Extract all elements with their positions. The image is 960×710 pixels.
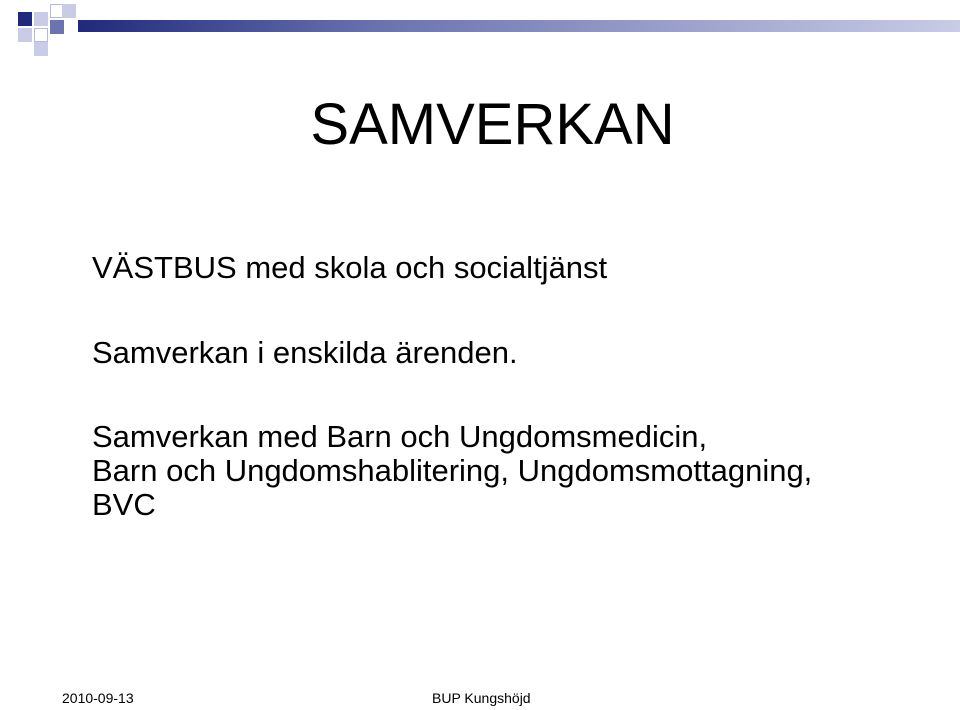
paragraph-line: Samverkan med Barn och Ungdomsmedicin, [92, 419, 708, 454]
footer-date: 2010-09-13 [62, 690, 134, 706]
decor-square [18, 12, 32, 26]
paragraph-line: Barn och Ungdomshablitering, Ungdomsmottagning, [92, 453, 813, 488]
decor-square [34, 42, 48, 56]
decor-square [62, 4, 76, 18]
paragraph-line: BVC [92, 487, 156, 522]
paragraph-samverkan [92, 420, 812, 522]
header-decoration [0, 0, 960, 60]
decor-square [34, 28, 48, 42]
header-bar [78, 20, 960, 32]
text-line-vastbus: VÄSTBUS med skola och socialtjänst [92, 250, 608, 285]
slide-title: SAMVERKAN [310, 92, 675, 157]
text-line-enskilda: Samverkan i enskilda ärenden. [92, 335, 518, 370]
decor-square [34, 12, 48, 26]
decor-square [50, 20, 64, 34]
footer-organization: BUP Kungshöjd [432, 690, 531, 706]
decor-square [18, 28, 32, 42]
